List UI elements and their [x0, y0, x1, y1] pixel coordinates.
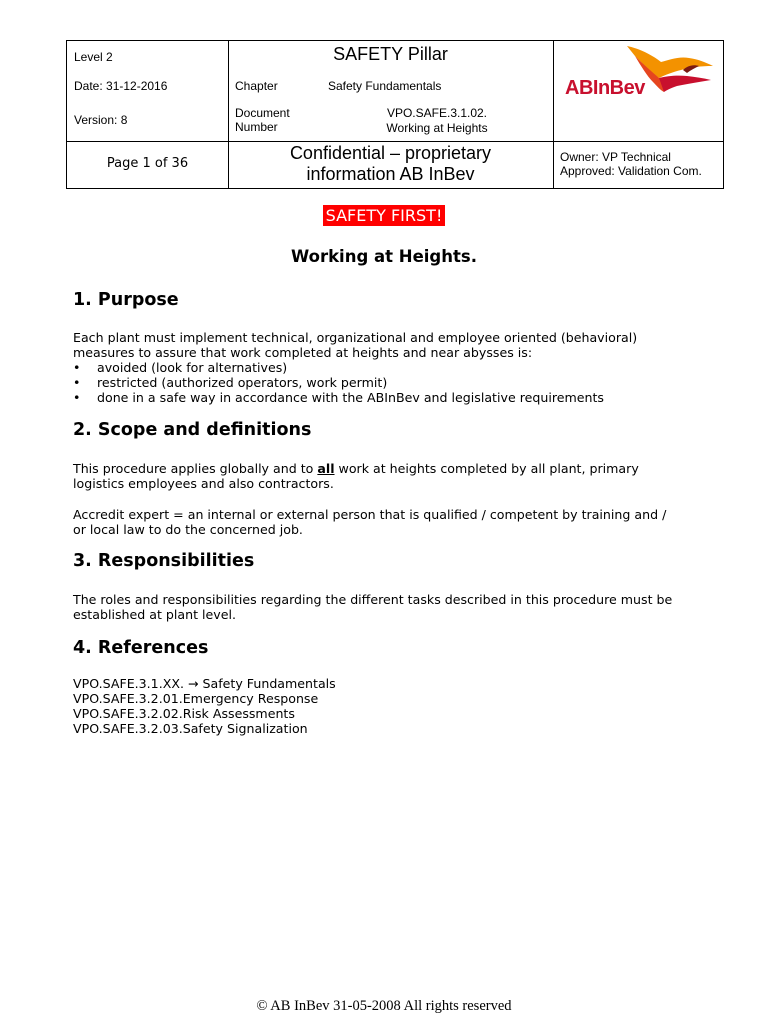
document-header-table: [66, 40, 724, 189]
chapter-label: Chapter: [235, 79, 278, 93]
confidentiality-line-1: Confidential – proprietary: [289, 143, 492, 163]
pillar-title: SAFETY Pillar: [333, 44, 448, 64]
purpose-paragraph: [73, 330, 713, 360]
page-number: Page 1 of 36: [106, 156, 189, 171]
version-label: Version: 8: [74, 113, 128, 127]
eagle-body: [659, 76, 711, 92]
confidentiality-notice: [228, 143, 553, 185]
purpose-line-2: measures to assure that work completed at heights and near abysses is:: [73, 345, 533, 360]
level-label: Level 2: [74, 50, 113, 64]
section-heading-purpose: 1. Purpose: [73, 290, 179, 310]
document-number-label: Document: [235, 106, 290, 120]
section-heading-references: 4. References: [73, 638, 209, 658]
purpose-line-1: Each plant must implement technical, organizational and employee oriented (behavioral): [73, 330, 638, 345]
reference-item: VPO.SAFE.3.2.01.Emergency Response: [73, 691, 319, 706]
reference-item: VPO.SAFE.3.1.XX. → Safety Fundamentals: [73, 676, 336, 691]
scope-paragraph-1: [73, 461, 713, 491]
owner-label: Owner: VP Technical: [560, 150, 671, 164]
scope-paragraph-2: [73, 507, 713, 537]
list-item: • done in a safe way in accordance with the ABInBev and legislative requirements: [73, 390, 604, 405]
approved-label: Approved: Validation Com.: [560, 164, 702, 178]
responsibilities-paragraph: [73, 592, 713, 622]
reference-item: VPO.SAFE.3.2.03.Safety Signalization: [73, 721, 308, 736]
scope-text-after: work at heights completed by all plant, primary: [334, 461, 639, 476]
scope-line-2: logistics employees and also contractors.: [73, 476, 334, 491]
abinbev-wordmark: [565, 77, 645, 100]
list-item: • restricted (authorized operators, work permit): [73, 375, 604, 390]
reference-item: VPO.SAFE.3.2.02.Risk Assessments: [73, 706, 295, 721]
purpose-bullet-list: [73, 360, 604, 405]
section-heading-responsibilities: 3. Responsibilities: [73, 551, 255, 571]
scope-emphasis-all: all: [317, 461, 335, 476]
chapter-value: Safety Fundamentals: [328, 79, 442, 93]
wordmark-inbev: InBev: [592, 77, 645, 99]
responsibilities-line-2: established at plant level.: [73, 607, 236, 622]
section-heading-scope: 2. Scope and definitions: [73, 420, 312, 440]
document-title: Working at Heights.: [291, 247, 477, 266]
accredit-line-1: Accredit expert = an internal or external person that is qualified / competent by training and /: [73, 507, 667, 522]
document-title-value: Working at Heights: [386, 121, 488, 135]
document-number-value: VPO.SAFE.3.1.02.: [386, 106, 488, 120]
list-item: • avoided (look for alternatives): [73, 360, 604, 375]
table-divider: [67, 141, 723, 142]
table-divider: [553, 41, 554, 188]
references-list: [73, 676, 713, 736]
accredit-line-2: or local law to do the concerned job.: [73, 522, 303, 537]
confidentiality-line-2: information AB InBev: [306, 164, 475, 184]
document-number-label-2: Number: [235, 120, 278, 134]
date-label: Date: 31-12-2016: [74, 79, 168, 93]
safety-first-banner: [0, 206, 768, 225]
wordmark-ab: AB: [565, 77, 593, 99]
scope-line-1: [73, 461, 713, 476]
responsibilities-line-1: The roles and responsibilities regarding the different tasks described in this procedure must be: [73, 592, 673, 607]
copyright-footer: © AB InBev 31-05-2008 All rights reserved: [256, 998, 512, 1014]
scope-text-before: This procedure applies globally and to: [73, 461, 318, 476]
safety-first-text: SAFETY FIRST!: [323, 205, 446, 226]
